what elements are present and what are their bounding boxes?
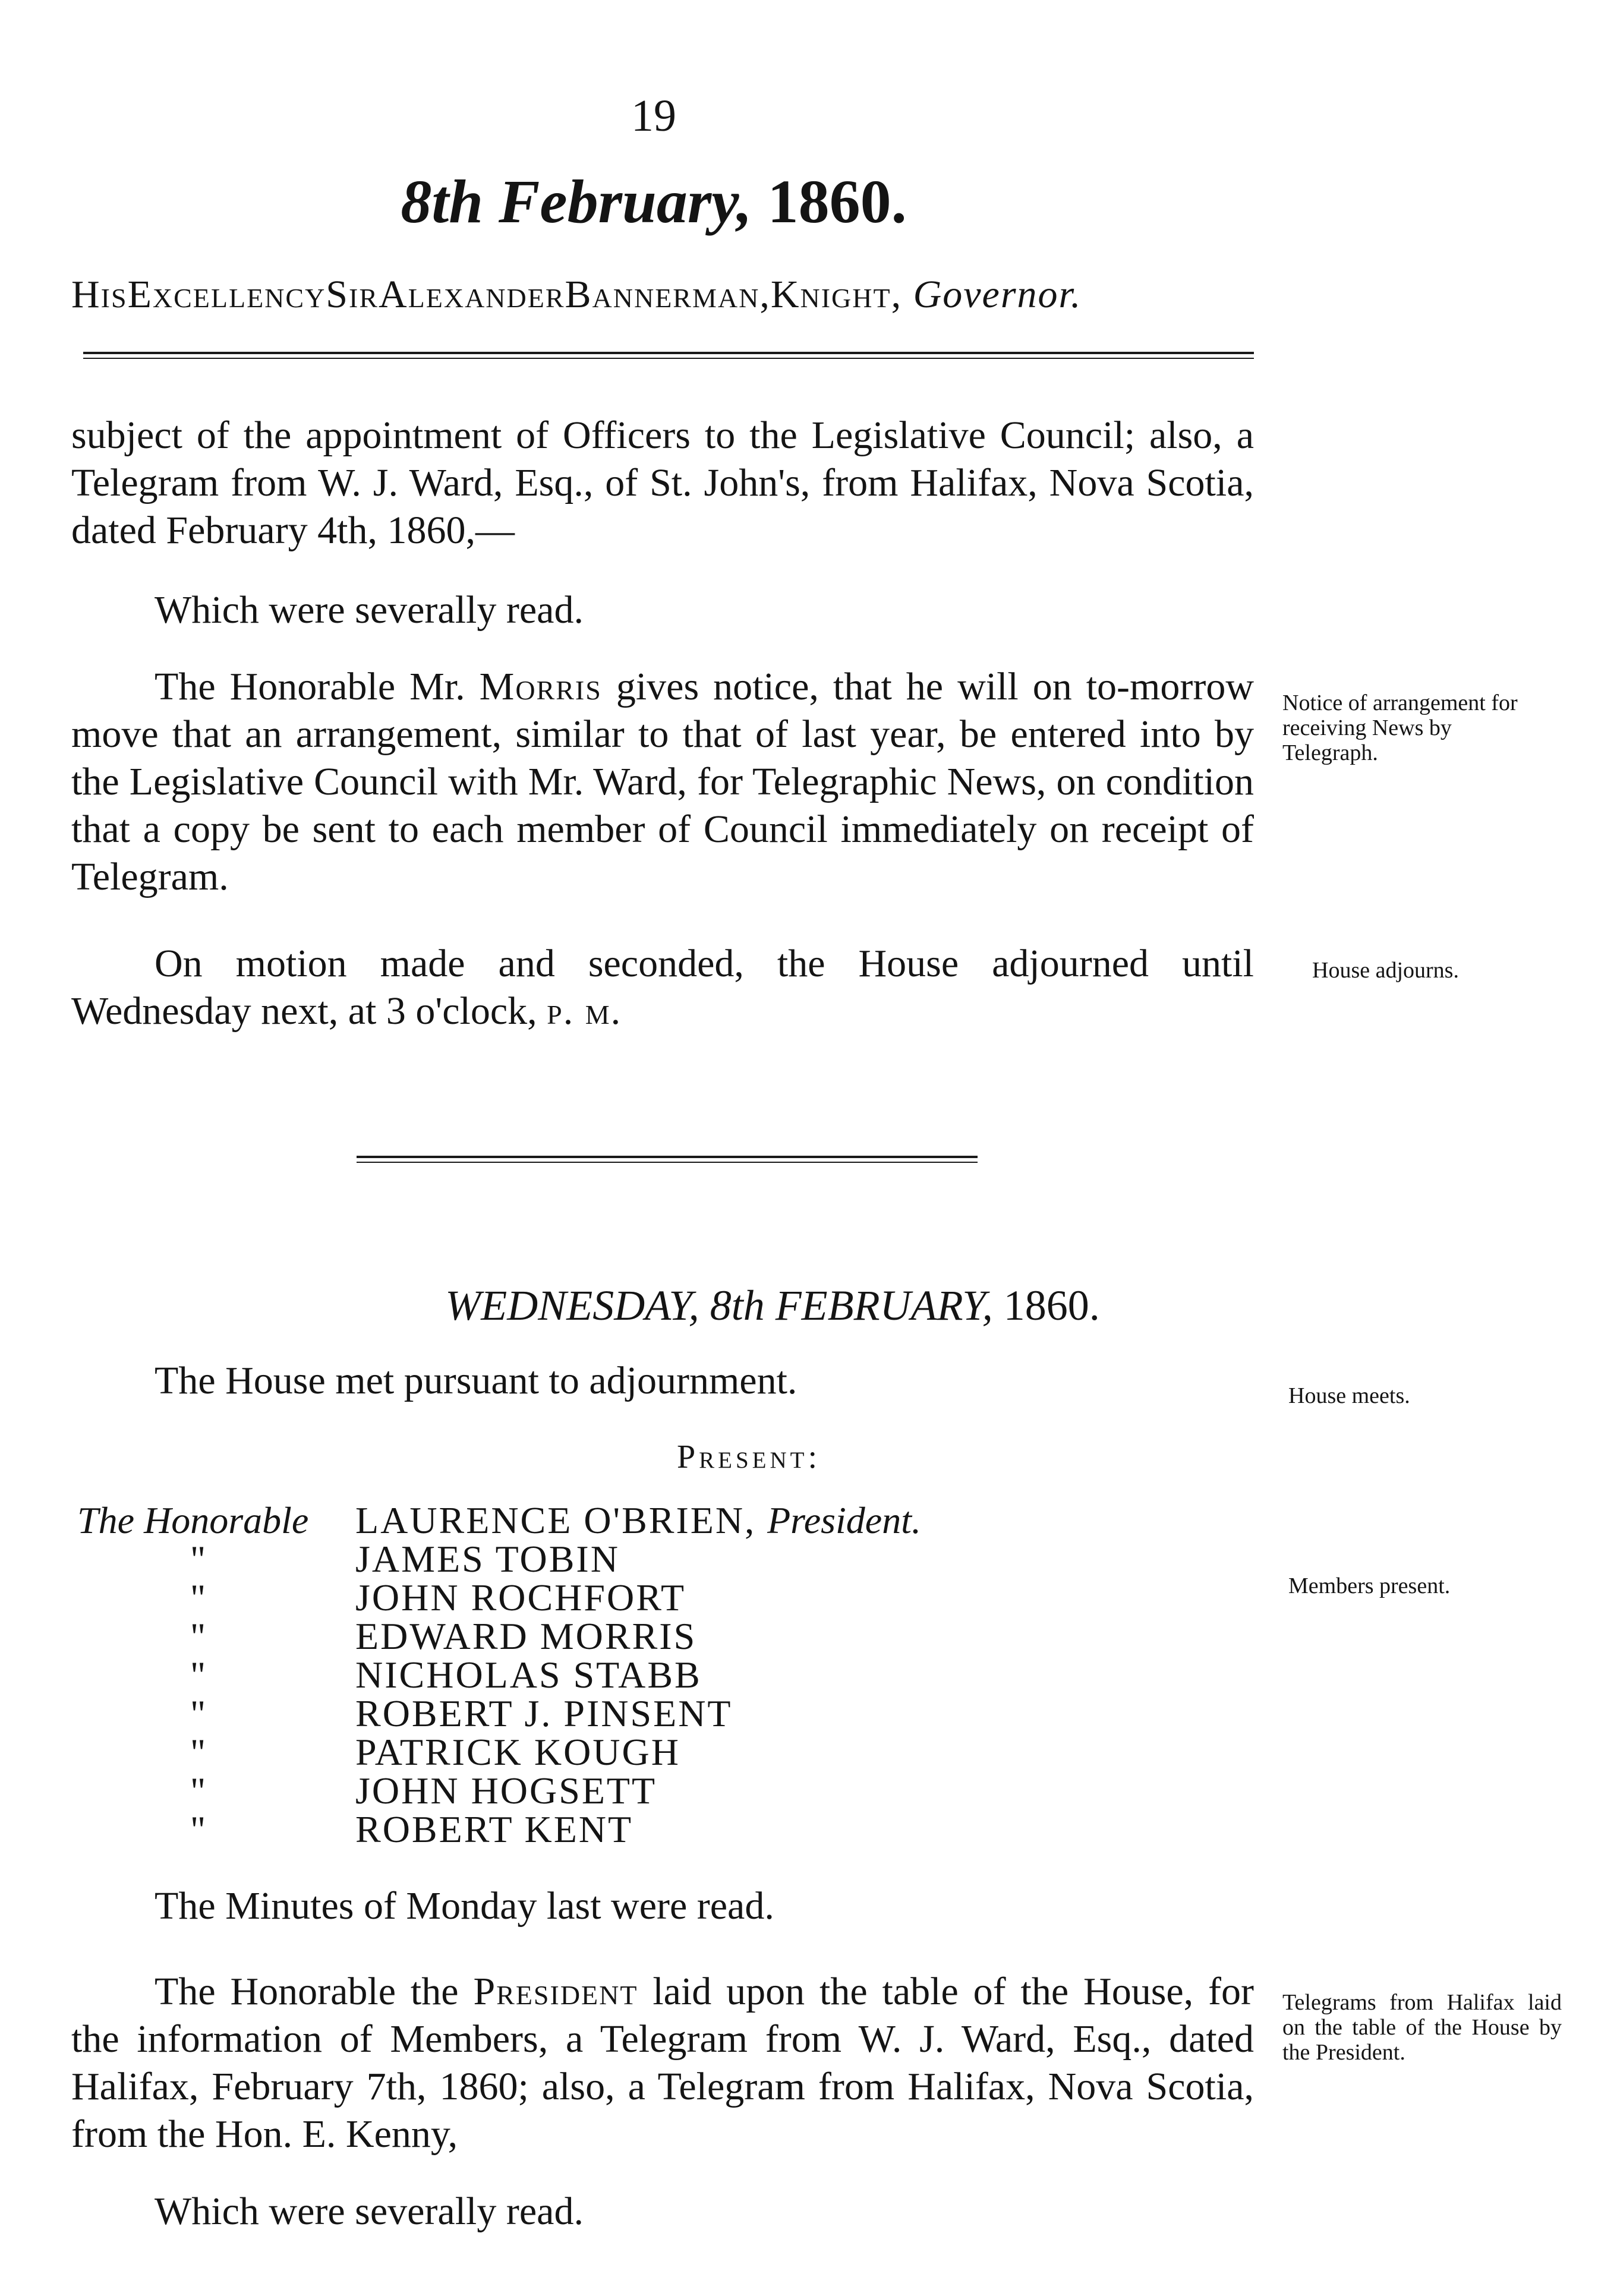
ditto-mark: " bbox=[190, 1770, 206, 1812]
member-name: JOHN HOGSETT bbox=[355, 1770, 657, 1812]
date-header bbox=[0, 166, 1307, 237]
paragraph-severally-read-2: Which were severally read. bbox=[155, 2190, 584, 2233]
section-date: 8th FEBRUARY, bbox=[710, 1282, 993, 1329]
attendance-row bbox=[77, 1730, 1254, 1773]
ditto-mark: " bbox=[190, 1808, 206, 1850]
laid-text: laid upon the table of the House, for the information of Members, a Telegram from W. J. Ward, Esq., dated Halifax, February 7th, 1860; also, a Telegram from Halifax, Nova Scotia, from the Hon. E. Kenny, bbox=[71, 1970, 1254, 2156]
date-header-year: 1860. bbox=[767, 168, 907, 236]
member-name: NICHOLAS STABB bbox=[355, 1654, 702, 1696]
present-heading: Present: bbox=[676, 1439, 821, 1475]
section-year: 1860. bbox=[1003, 1282, 1100, 1329]
paragraph-adjournment bbox=[71, 940, 1254, 1035]
ditto-mark: " bbox=[190, 1538, 206, 1580]
member-name: EDWARD MORRIS bbox=[355, 1615, 697, 1657]
president-role: President. bbox=[767, 1499, 921, 1541]
member-name: PATRICK KOUGH bbox=[355, 1731, 680, 1773]
member-name: JAMES TOBIN bbox=[355, 1538, 620, 1580]
paragraph-severally-read: Which were severally read. bbox=[155, 588, 584, 632]
ditto-mark: " bbox=[190, 1692, 206, 1734]
date-header-date: 8th February, bbox=[401, 168, 752, 236]
paragraph-telegrams-laid bbox=[71, 1968, 1254, 2158]
adjourn-text: On motion made and seconded, the House adjourned until Wednesday next, at 3 o'clock, bbox=[71, 942, 1254, 1033]
governor-title: Governor. bbox=[913, 273, 1082, 316]
section-day: WEDNESDAY, bbox=[445, 1282, 699, 1329]
margin-note-house-meets: House meets. bbox=[1288, 1383, 1410, 1408]
margin-note-telegrams-laid: Telegrams from Halifax laid on the table of the House by the President. bbox=[1282, 1990, 1562, 2065]
section-date-header bbox=[0, 1281, 1545, 1330]
attendance-row bbox=[77, 1576, 1254, 1619]
paragraph-telegram: subject of the appointment of Officers to the Legislative Council; also, a Telegram from W. J. Ward, Esq., of St. John's, from Halifax, Nova Scotia, dated February 4th, 1860,— bbox=[71, 414, 1254, 552]
member-name: JOHN ROCHFORT bbox=[355, 1576, 686, 1619]
ditto-mark: " bbox=[190, 1615, 206, 1657]
member-name: ROBERT J. PINSENT bbox=[355, 1692, 733, 1734]
ditto-mark: " bbox=[190, 1576, 206, 1619]
attendance-title: The Honorable bbox=[77, 1499, 309, 1541]
margin-note-members-present: Members present. bbox=[1288, 1573, 1451, 1598]
laid-prefix: The Honorable the bbox=[155, 1970, 459, 2013]
ditto-mark: " bbox=[190, 1731, 206, 1773]
paragraph-minutes-read: The Minutes of Monday last were read. bbox=[155, 1884, 774, 1928]
governor-line bbox=[71, 272, 1260, 317]
adjourn-time-suffix: p. m. bbox=[547, 989, 622, 1033]
paragraph-house-met: The House met pursuant to adjournment. bbox=[155, 1359, 798, 1402]
paragraph-notice-of-motion bbox=[71, 663, 1254, 901]
attendance-row bbox=[77, 1769, 1254, 1812]
laid-president: President bbox=[473, 1970, 638, 2013]
notice-prefix: The Honorable Mr. bbox=[155, 665, 465, 708]
top-divider-rule bbox=[83, 352, 1254, 359]
margin-note-telegraph: Notice of arrangement for receiving News by Telegraph. bbox=[1282, 690, 1518, 765]
attendance-row bbox=[77, 1653, 1254, 1696]
attendance-row bbox=[77, 1692, 1254, 1734]
member-name-morris: Morris bbox=[479, 665, 602, 708]
ditto-mark: " bbox=[190, 1654, 206, 1696]
page-number: 19 bbox=[631, 91, 676, 141]
attendance-row bbox=[77, 1614, 1254, 1657]
notice-text: gives notice, that he will on to-morrow move that an arrangement, similar to that of last year, be entered into by the Legislative Council with Mr. Ward, for Telegraphic News, on condition that a copy be sent to each member of Council immediately on receipt of Telegram. bbox=[71, 665, 1254, 898]
attendance-row bbox=[77, 1808, 1254, 1850]
attendance-row bbox=[77, 1537, 1254, 1580]
governor-name: HisExcellencySirAlexanderBannerman,Knight, bbox=[71, 273, 903, 316]
president-name: LAURENCE O'BRIEN, bbox=[355, 1499, 757, 1541]
attendance-list bbox=[77, 1499, 1254, 1850]
attendance-row bbox=[77, 1499, 1254, 1541]
member-name: ROBERT KENT bbox=[355, 1808, 633, 1850]
attendance-president bbox=[355, 1499, 921, 1543]
margin-note-adjourns: House adjourns. bbox=[1312, 958, 1459, 983]
section-divider-rule bbox=[357, 1156, 978, 1163]
